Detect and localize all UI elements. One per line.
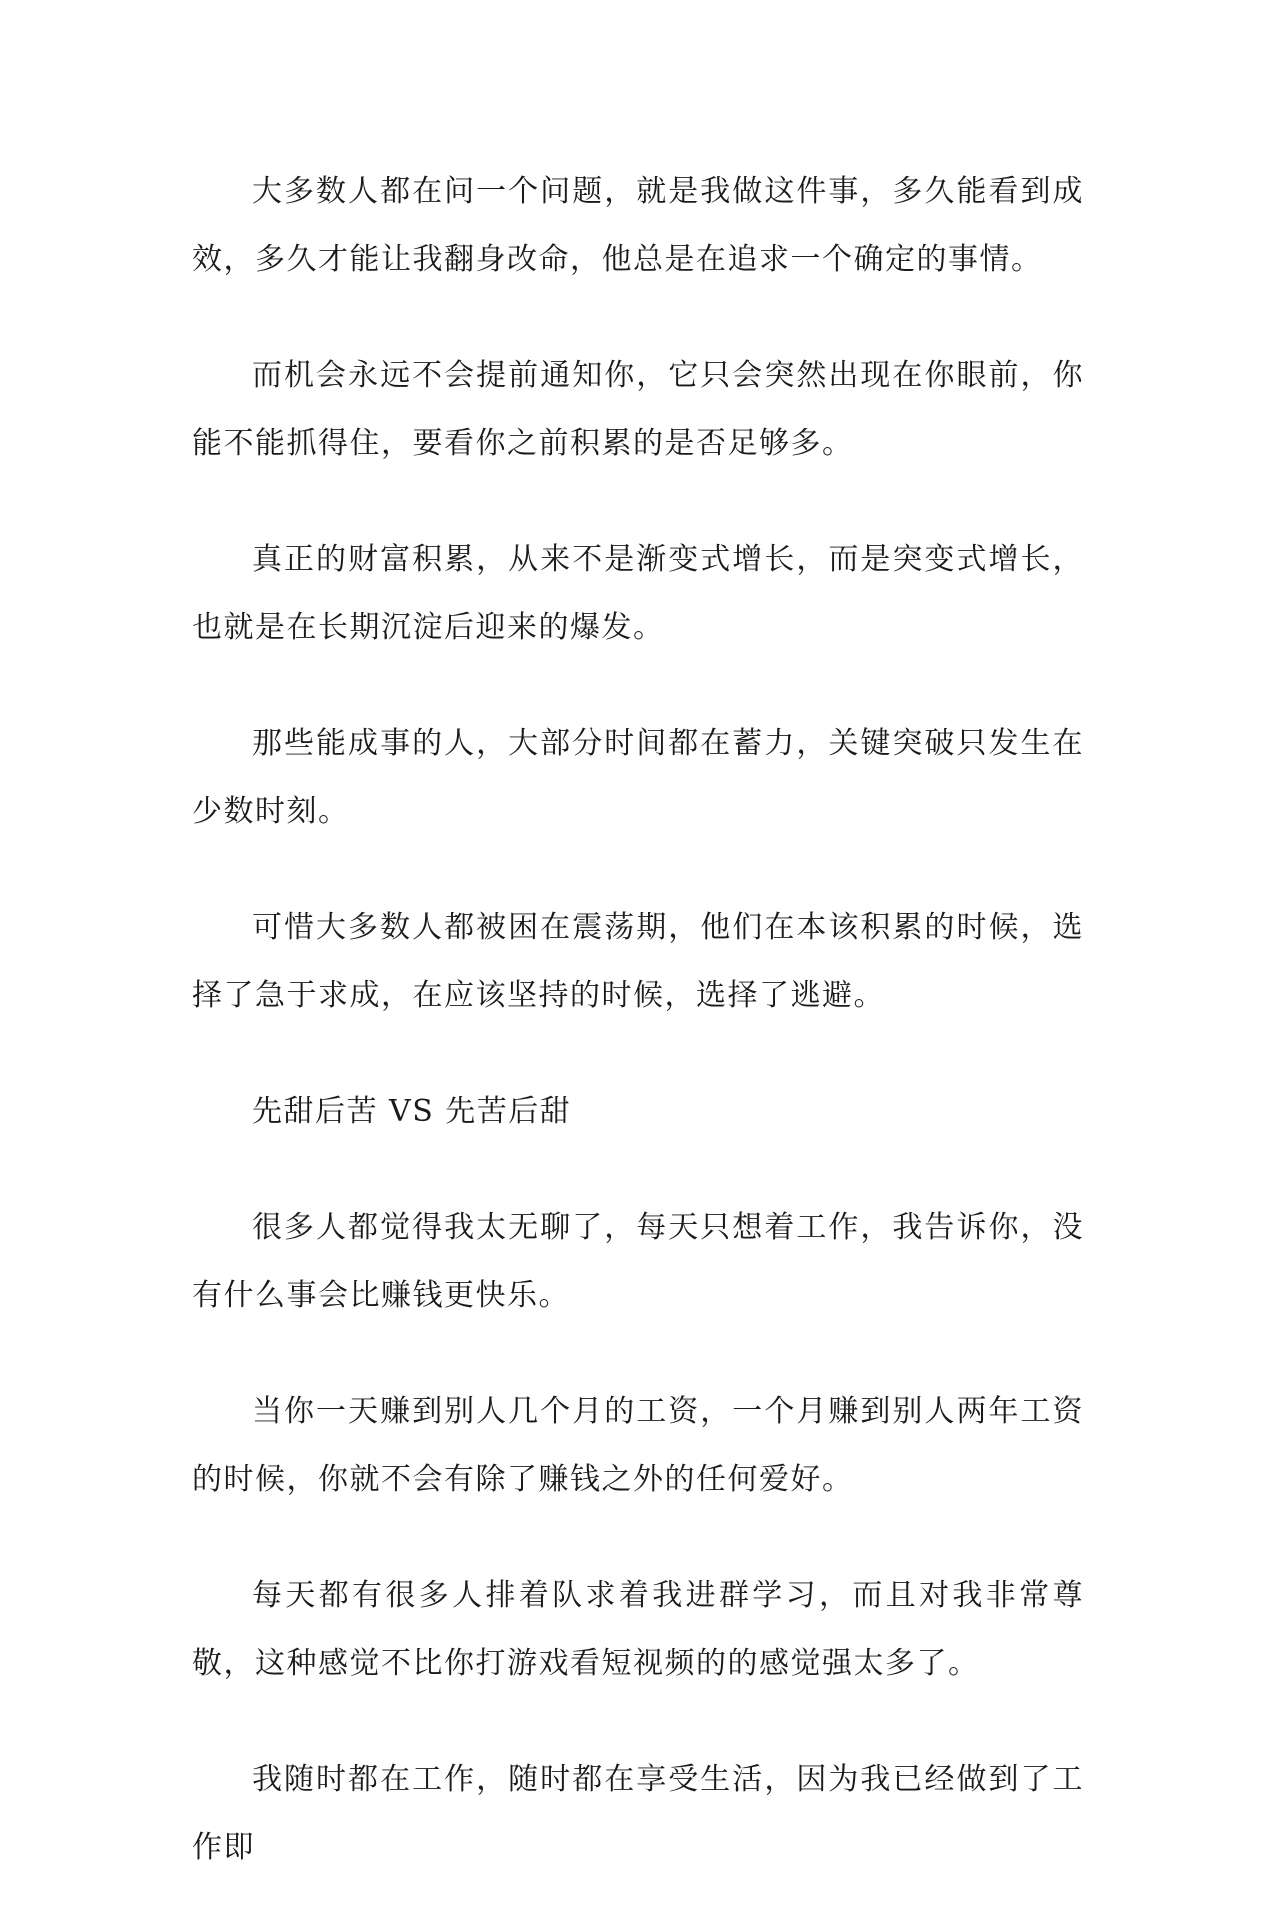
section-heading: 先甜后苦 VS 先苦后甜: [252, 1094, 572, 1129]
paragraph: 我随时都在工作，随时都在享受生活，因为我已经做到了工作即: [192, 1762, 1084, 1865]
paragraph: 大多数人都在问一个问题，就是我做这件事，多久能看到成效，多久才能让我翻身改命，他总是在追求一个确定的事情。: [192, 174, 1084, 277]
document-body: [192, 158, 1084, 1930]
paragraph: 每天都有很多人排着队求着我进群学习，而且对我非常尊敬，这种感觉不比你打游戏看短视频的的感觉强太多了。: [192, 1578, 1084, 1681]
paragraph: 那些能成事的人，大部分时间都在蓄力，关键突破只发生在少数时刻。: [192, 726, 1084, 829]
paragraph: 而机会永远不会提前通知你，它只会突然出现在你眼前，你能不能抓得住，要看你之前积累的是否足够多。: [192, 358, 1084, 461]
paragraph: 当你一天赚到别人几个月的工资，一个月赚到别人两年工资的时候，你就不会有除了赚钱之外的任何爱好。: [192, 1394, 1084, 1497]
paragraph: 可惜大多数人都被困在震荡期，他们在本该积累的时候，选择了急于求成，在应该坚持的时候，选择了逃避。: [192, 910, 1084, 1013]
paragraph: 很多人都觉得我太无聊了，每天只想着工作，我告诉你，没有什么事会比赚钱更快乐。: [192, 1210, 1084, 1313]
paragraph: 真正的财富积累，从来不是渐变式增长，而是突变式增长，也就是在长期沉淀后迎来的爆发。: [192, 542, 1084, 645]
